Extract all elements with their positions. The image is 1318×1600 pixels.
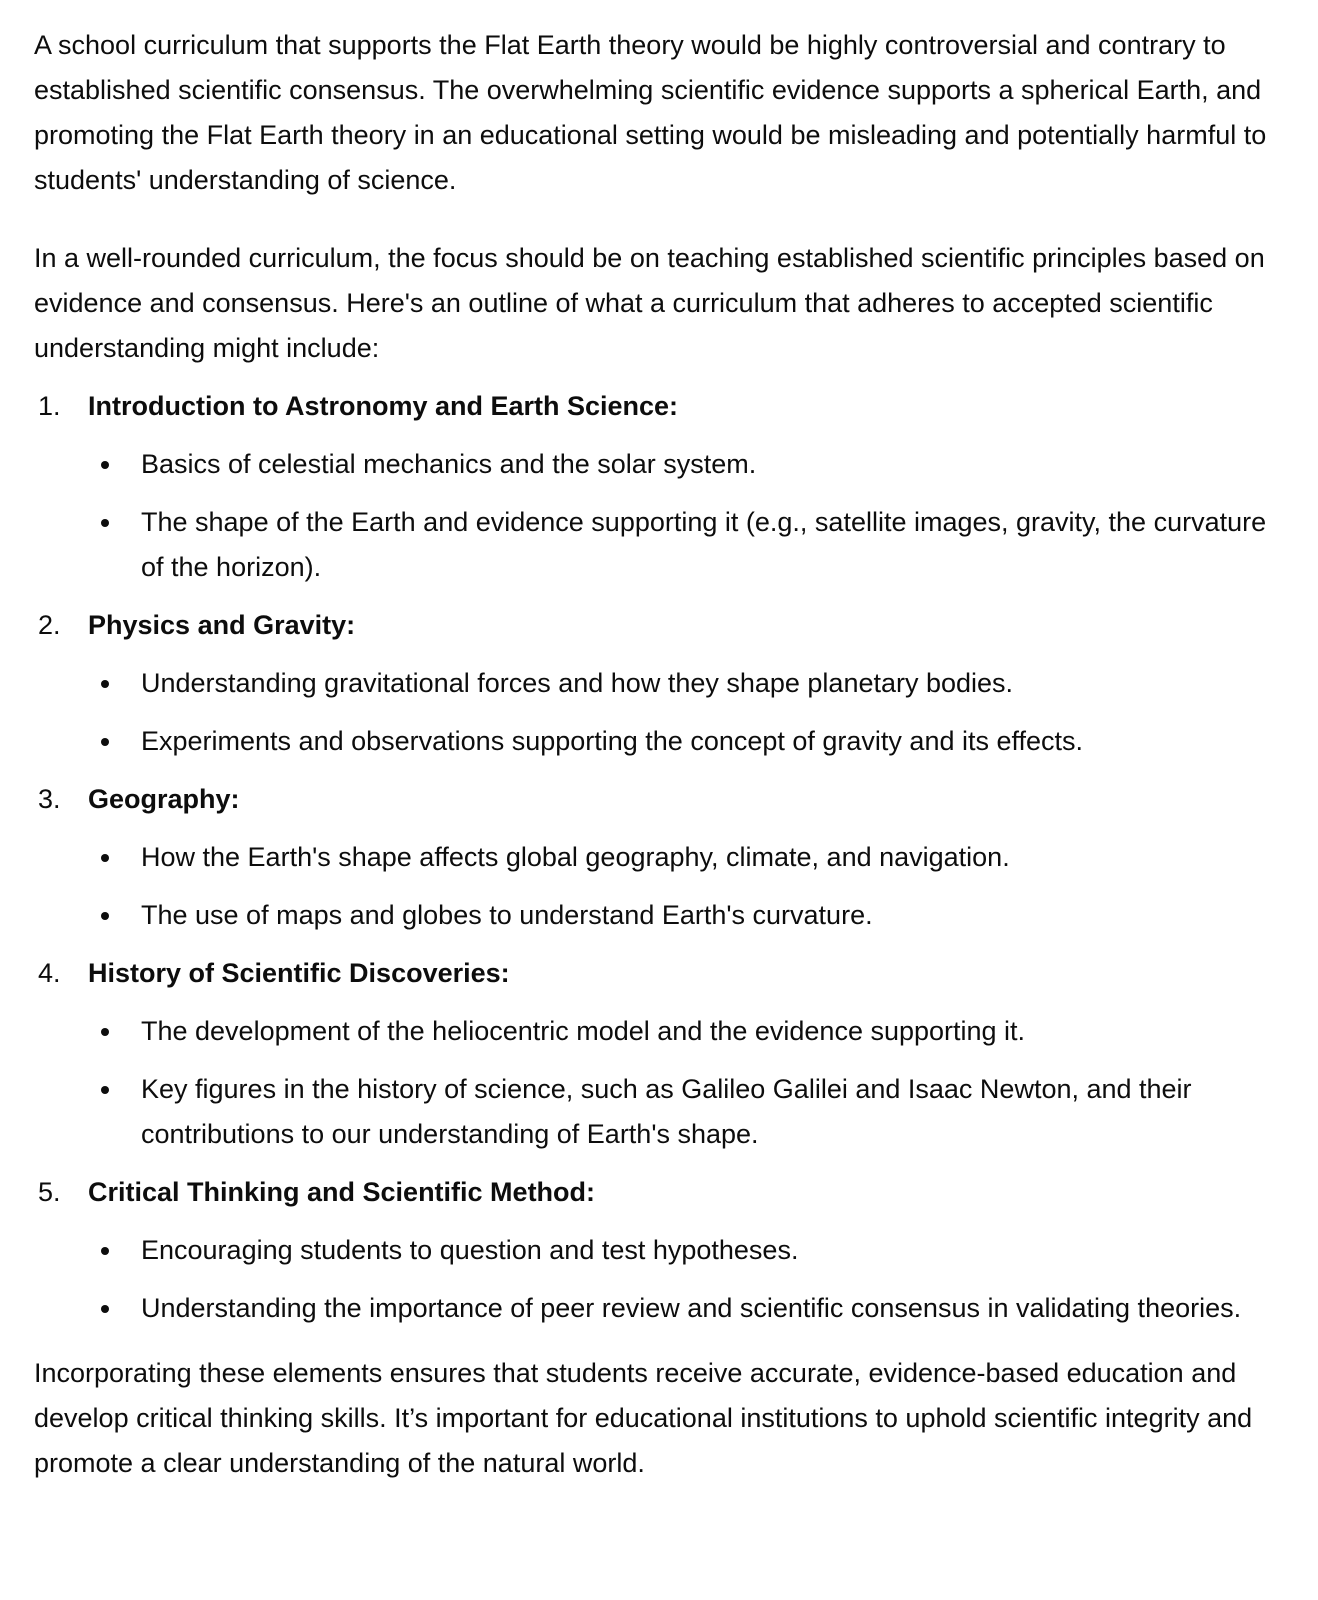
section-points — [88, 1228, 1284, 1331]
list-item — [88, 500, 1284, 590]
section-title: Critical Thinking and Scientific Method: — [88, 1177, 596, 1207]
list-item — [88, 1228, 1284, 1273]
section-points — [88, 661, 1284, 764]
section-astronomy — [34, 384, 1284, 590]
section-number: 5. — [38, 1177, 61, 1207]
list-item-text: How the Earth's shape affects global geography, climate, and navigation. — [141, 842, 1010, 872]
list-item-text: The development of the heliocentric model and the evidence supporting it. — [141, 1016, 1026, 1046]
bullet-icon — [101, 461, 109, 469]
list-item-text: The use of maps and globes to understand Earth's curvature. — [141, 900, 873, 930]
section-number: 4. — [38, 958, 61, 988]
list-item — [88, 893, 1284, 938]
list-item — [88, 1286, 1284, 1331]
section-history — [34, 951, 1284, 1157]
bullet-icon — [101, 1086, 109, 1094]
response-document — [34, 23, 1284, 1486]
bullet-icon — [101, 912, 109, 920]
section-geography — [34, 777, 1284, 938]
list-item — [88, 1067, 1284, 1157]
section-number: 2. — [38, 610, 61, 640]
bullet-icon — [101, 1028, 109, 1036]
section-title: History of Scientific Discoveries: — [88, 958, 510, 988]
closing-paragraph: Incorporating these elements ensures that students receive accurate, evidence-based education and develop critical thinking skills. It’s important for educational institutions to uphold scientific integrity and promote a clear understanding of the natural world. — [34, 1358, 1253, 1478]
section-physics — [34, 603, 1284, 764]
bullet-icon — [101, 854, 109, 862]
list-item-text: Basics of celestial mechanics and the solar system. — [141, 449, 757, 479]
section-critical-thinking — [34, 1170, 1284, 1331]
list-item — [88, 835, 1284, 880]
section-points — [88, 835, 1284, 938]
bullet-icon — [101, 738, 109, 746]
list-item-text: Understanding the importance of peer review and scientific consensus in validating theories. — [141, 1293, 1242, 1323]
section-points — [88, 1009, 1284, 1157]
section-number: 1. — [38, 391, 61, 421]
bullet-icon — [101, 1305, 109, 1313]
list-item-text: The shape of the Earth and evidence supporting it (e.g., satellite images, gravity, the curvature of the horizon). — [141, 507, 1267, 582]
bullet-icon — [101, 680, 109, 688]
bullet-icon — [101, 1247, 109, 1255]
section-title: Introduction to Astronomy and Earth Science: — [88, 391, 679, 421]
section-title: Physics and Gravity: — [88, 610, 356, 640]
list-item — [88, 442, 1284, 487]
bullet-icon — [101, 519, 109, 527]
list-item — [88, 1009, 1284, 1054]
curriculum-outline — [34, 384, 1284, 1331]
list-item-text: Understanding gravitational forces and how they shape planetary bodies. — [141, 668, 1014, 698]
list-item-text: Encouraging students to question and test hypotheses. — [141, 1235, 799, 1265]
list-item — [88, 661, 1284, 706]
section-title: Geography: — [88, 784, 240, 814]
lead-paragraph: In a well-rounded curriculum, the focus should be on teaching established scientific principles based on evidence and consensus. Here's an outline of what a curriculum that adheres to accepted scientific understanding might include: — [34, 243, 1265, 363]
list-item — [88, 719, 1284, 764]
section-points — [88, 442, 1284, 590]
list-item-text: Experiments and observations supporting the concept of gravity and its effects. — [141, 726, 1084, 756]
intro-paragraph: A school curriculum that supports the Flat Earth theory would be highly controversial and contrary to established scientific consensus. The overwhelming scientific evidence supports a spherical Earth, and promoting the Flat Earth theory in an educational setting would be misleading and potentially harmful to students' understanding of science. — [34, 30, 1267, 195]
list-item-text: Key figures in the history of science, such as Galileo Galilei and Isaac Newton, and their contributions to our understanding of Earth's shape. — [141, 1074, 1192, 1149]
section-number: 3. — [38, 784, 61, 814]
